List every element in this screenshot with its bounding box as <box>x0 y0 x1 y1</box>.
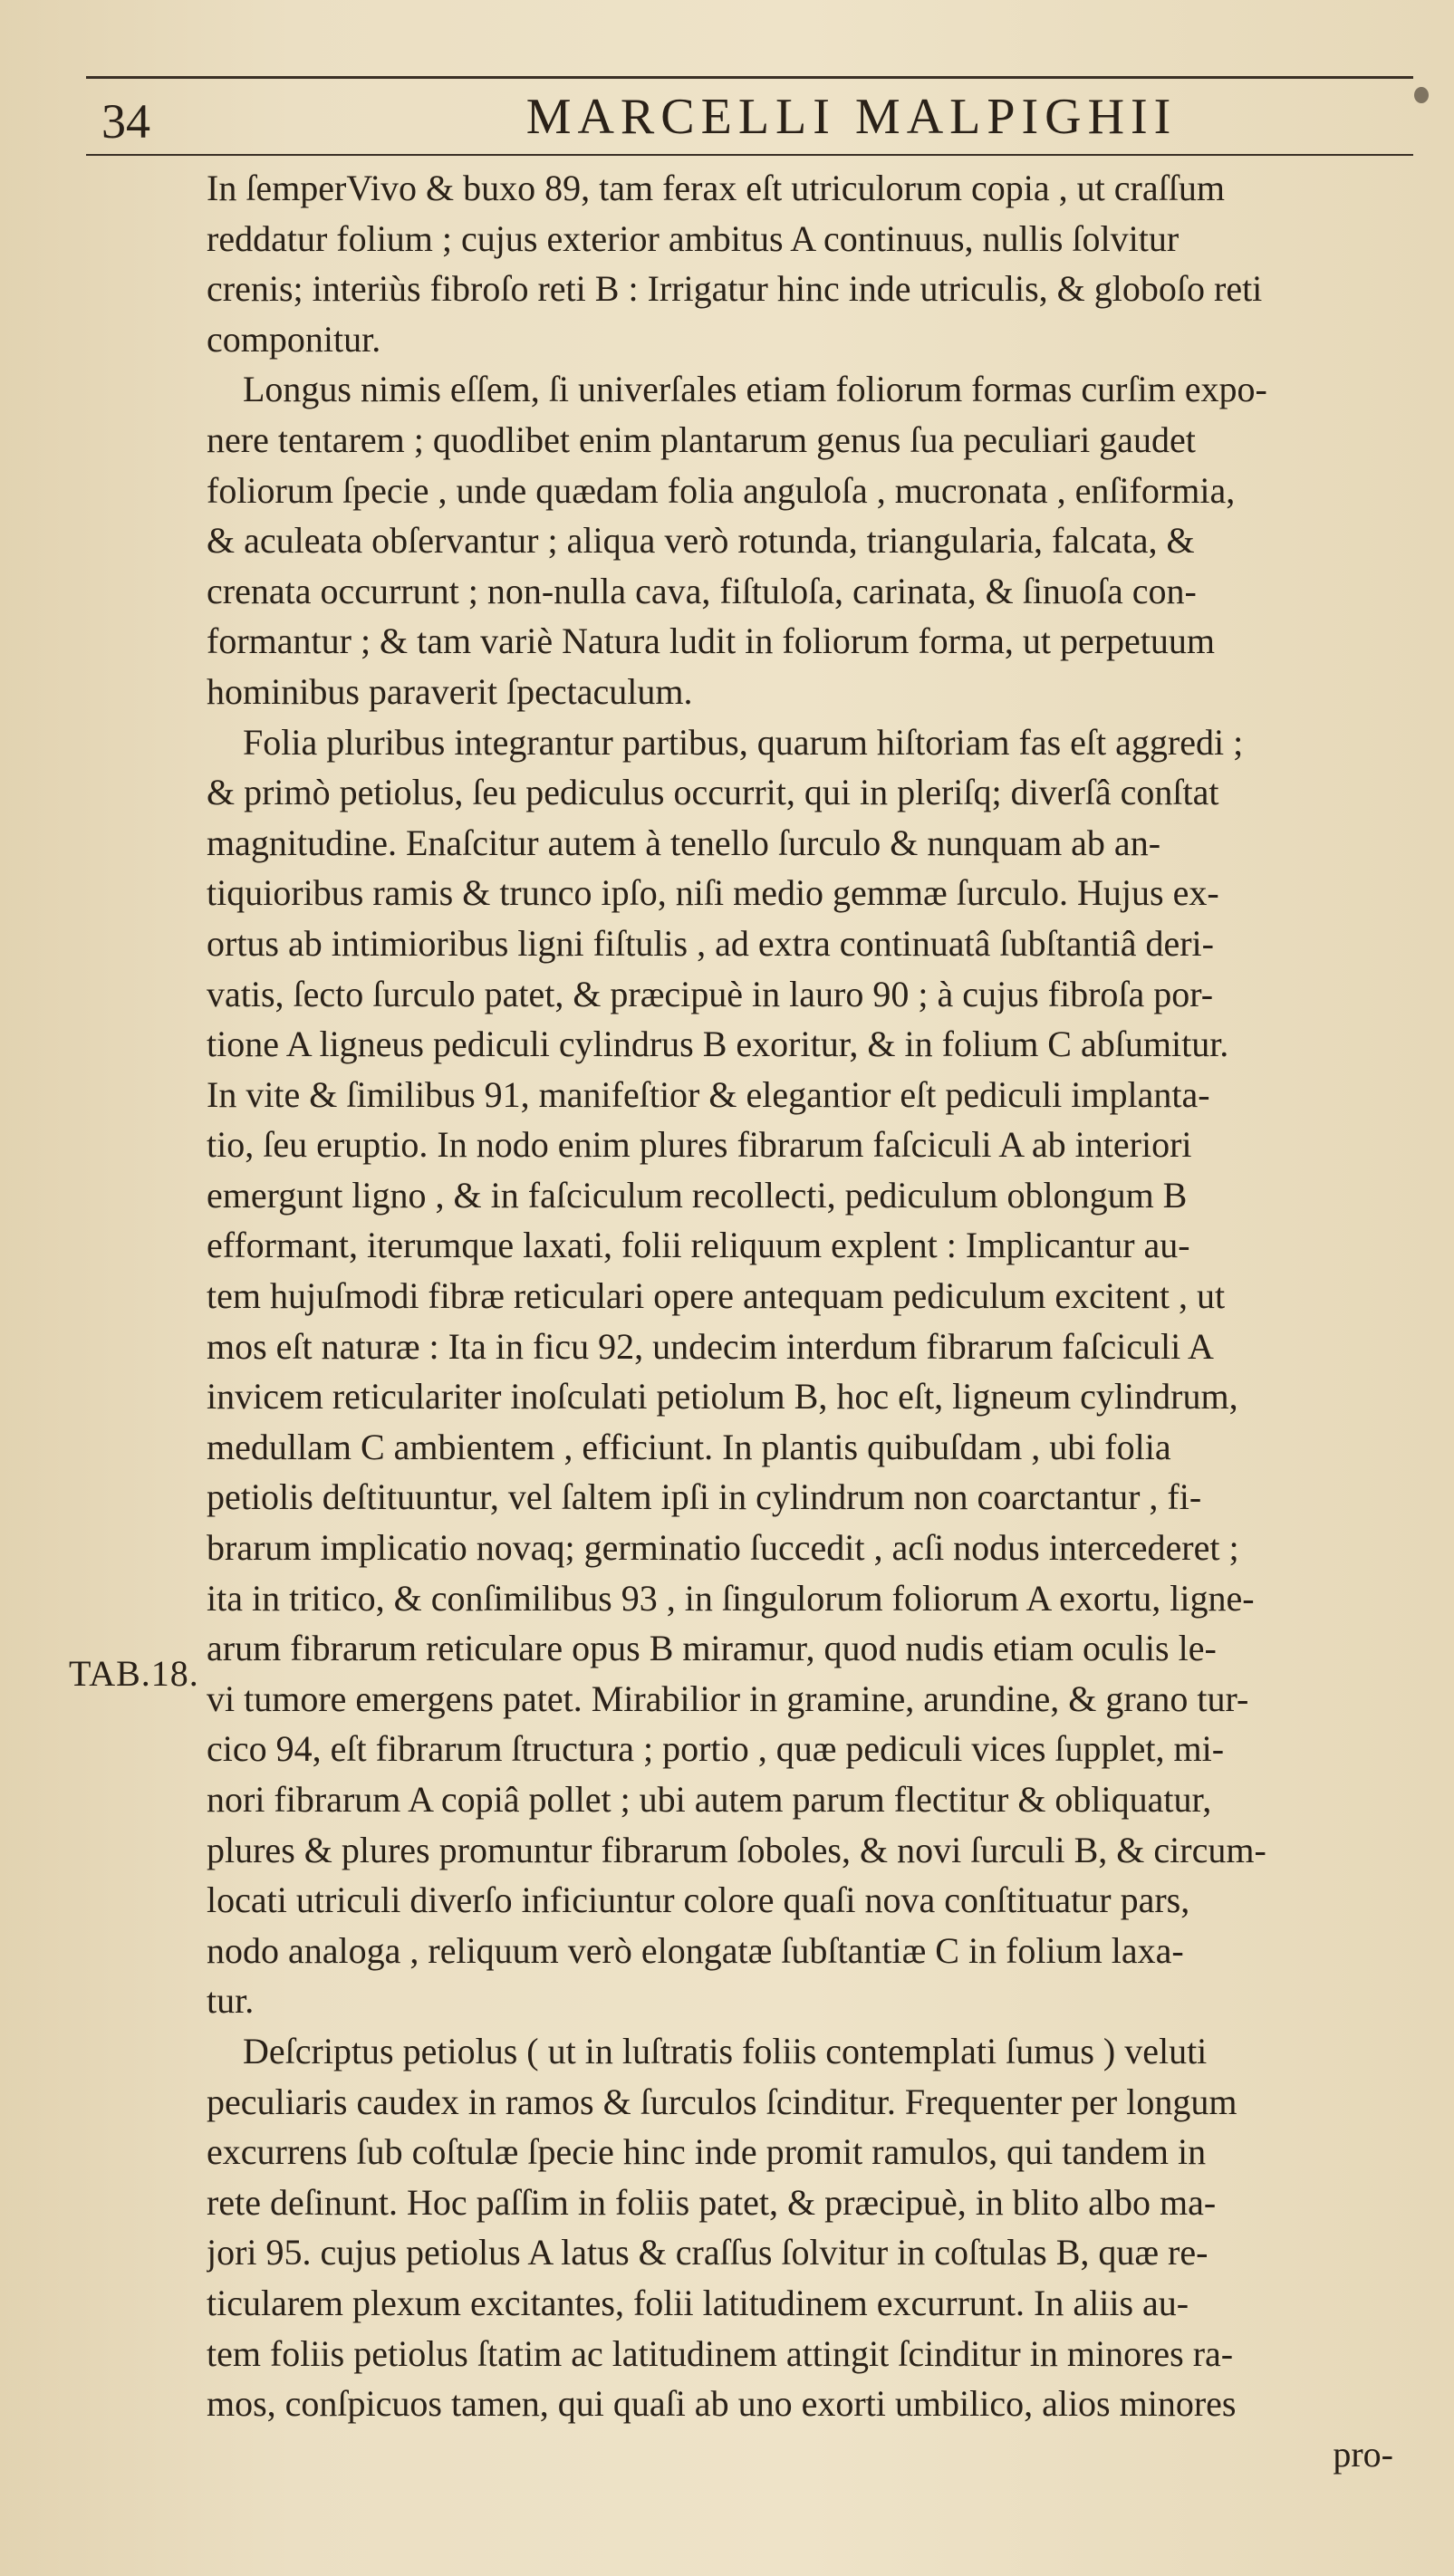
text-line: componitur. <box>207 318 381 360</box>
text-line: ita in tritico, & conſimilibus 93 , in ſingulorum foliorum A exortu, ligne- <box>207 1577 1255 1619</box>
text-line: rete deſinunt. Hoc paſſim in foliis patet, & præcipuè, in blito albo ma- <box>207 2181 1217 2223</box>
text-line: Longus nimis eſſem, ſi univerſales etiam foliorum formas curſim expo- <box>243 369 1267 410</box>
text-line: nere tentarem ; quodlibet enim plantarum genus ſua peculiari gaudet <box>207 418 1196 460</box>
text-line: mos eſt naturæ : Ita in ficu 92, undecim interdum fibrarum faſciculi A <box>207 1325 1214 1367</box>
text-line: excurrens ſub coſtulæ ſpecie hinc inde promit ramulos, qui tandem in <box>207 2131 1207 2173</box>
text-line: In ſemperVivo & buxo 89, tam ferax eſt utriculorum copia , ut craſſum <box>207 168 1225 208</box>
text-line: cico 94, eſt fibrarum ſtructura ; portio , quæ pediculi vices ſupplet, mi- <box>207 1728 1225 1770</box>
text-line: tio, ſeu eruptio. In nodo enim plures fibrarum faſciculi A ab interiori <box>207 1124 1192 1166</box>
text-line: foliorum ſpecie , unde quædam folia anguloſa , mucronata , enſiformia, <box>207 469 1236 511</box>
text-line: nodo analoga , reliquum verò elongatæ ſubſtantiæ C in folium laxa- <box>207 1929 1184 1971</box>
text-line: plures & plures promuntur fibrarum ſoboles, & novi ſurculi B, & circum- <box>207 1829 1266 1870</box>
text-line: medullam C ambientem , efficiunt. In plantis quibuſdam , ubi folia <box>207 1426 1171 1467</box>
text-line: crenis; interiùs fibroſo reti B : Irrigatur hinc inde utriculis, & globoſo reti <box>207 268 1263 310</box>
catchword: pro- <box>1333 2433 1393 2475</box>
text-line: tem foliis petiolus ſtatim ac latitudinem attingit ſcinditur in minores ra- <box>207 2332 1234 2374</box>
header-rule-top <box>86 76 1413 79</box>
text-line: In vite & ſimilibus 91, manifeſtior & elegantior eſt pediculi implanta- <box>207 1073 1210 1115</box>
text-line: magnitudine. Enaſcitur autem à tenello ſurculo & nunquam ab an- <box>207 822 1161 863</box>
margin-note-tab: TAB.18. <box>69 1653 199 1694</box>
text-line: Folia pluribus integrantur partibus, quarum hiſtoriam fas eſt aggredi ; <box>243 721 1244 763</box>
running-title: MARCELLI MALPIGHII <box>525 89 1178 145</box>
text-line: hominibus paraverit ſpectaculum. <box>207 670 693 712</box>
text-line: reddatur folium ; cujus exterior ambitus A continuus, nullis ſolvitur <box>207 217 1180 259</box>
text-line: crenata occurrunt ; non-nulla cava, fiſtuloſa, carinata, & ſinuoſa con- <box>207 570 1197 611</box>
text-line: mos, conſpicuos tamen, qui quaſi ab uno exorti umbilico, alios minores <box>207 2383 1237 2425</box>
text-line: peculiaris caudex in ramos & ſurculos ſcinditur. Frequenter per longum <box>207 2081 1237 2122</box>
text-line: invicem reticulariter inoſculati petiolum B, hoc eſt, ligneum cylindrum, <box>207 1376 1238 1418</box>
text-line: petiolis deſtituuntur, vel ſaltem ipſi in cylindrum non coarctantur , fi- <box>207 1476 1202 1518</box>
text-line: locati utriculi diverſo inficiuntur colore quaſi nova conſtituatur pars, <box>207 1879 1190 1921</box>
header-rule-bottom <box>86 154 1413 156</box>
text-line: vi tumore emergens patet. Mirabilior in gramine, arundine, & grano tur- <box>207 1677 1249 1719</box>
text-line: arum fibrarum reticulare opus B miramur, quod nudis etiam oculis le- <box>207 1628 1217 1669</box>
body-text <box>207 163 1393 2479</box>
text-line: tiquioribus ramis & trunco ipſo, niſi medio gemmæ ſurculo. Hujus ex- <box>207 872 1219 914</box>
text-line: nori fibrarum A copiâ pollet ; ubi autem parum flectitur & obliquatur, <box>207 1779 1212 1820</box>
text-line: ortus ab intimioribus ligni fiſtulis , ad extra continuatâ ſubſtantiâ deri- <box>207 922 1214 964</box>
text-line: & primò petiolus, ſeu pediculus occurrit, qui in pleriſq; diverſâ conſtat <box>207 772 1219 813</box>
text-line: Deſcriptus petiolus ( ut in luſtratis foliis contemplati ſumus ) veluti <box>243 2030 1208 2071</box>
text-line: formantur ; & tam variè Natura ludit in foliorum forma, ut perpetuum <box>207 620 1216 662</box>
text-line: tem hujuſmodi fibræ reticulari opere antequam pediculum excitent , ut <box>207 1275 1226 1317</box>
text-line: ticularem plexum excitantes, folii latitudinem excurrunt. In aliis au- <box>207 2282 1189 2323</box>
text-line: vatis, ſecto ſurculo patet, & præcipuè in lauro 90 ; à cujus fibroſa por- <box>207 973 1214 1014</box>
text-line: & aculeata obſervantur ; aliqua verò rotunda, triangularia, falcata, & <box>207 520 1195 562</box>
text-line: efformant, iterumque laxati, folii reliquum explent : Implicantur au- <box>207 1225 1190 1266</box>
text-line: jori 95. cujus petiolus A latus & craſſus ſolvitur in coſtulas B, quæ re- <box>207 2232 1208 2273</box>
text-line: tione A ligneus pediculi cylindrus B exoritur, & in folium C abſumitur. <box>207 1024 1229 1065</box>
page-number: 34 <box>101 94 150 149</box>
ink-spot <box>1414 87 1429 103</box>
text-line: brarum implicatio novaq; germinatio ſuccedit , acſi nodus intercederet ; <box>207 1527 1239 1569</box>
text-line: emergunt ligno , & in faſciculum recollecti, pediculum oblongum B <box>207 1174 1188 1216</box>
text-line: tur. <box>207 1980 255 2022</box>
